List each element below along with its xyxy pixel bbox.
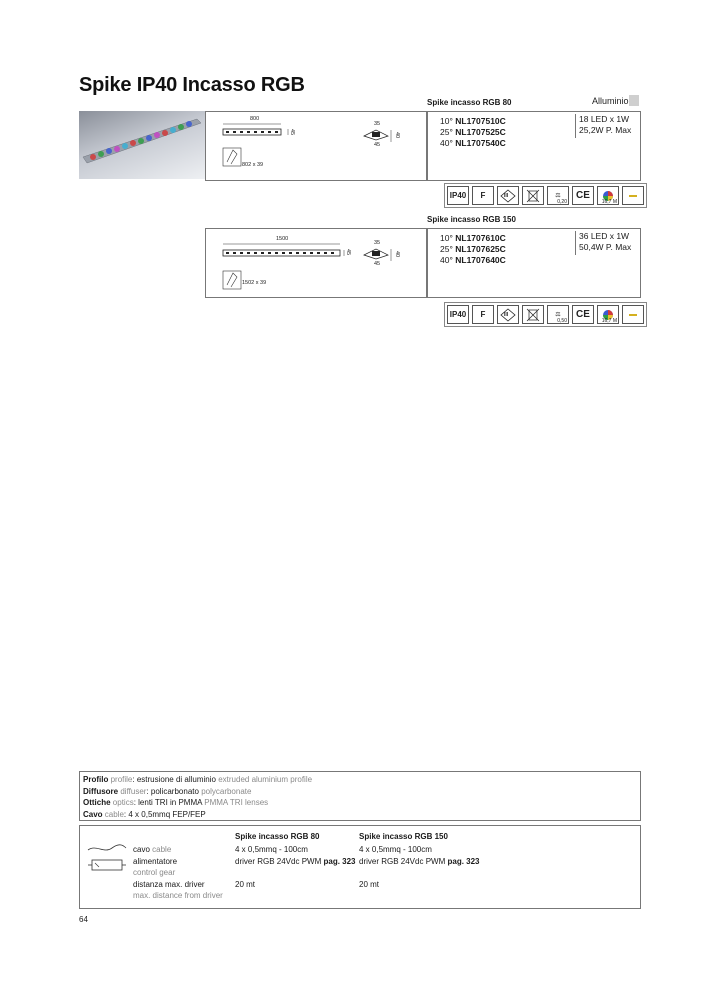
property-row: Ottiche optics: lenti TRI in PMMA PMMA TRI lenses [83,798,269,807]
dim-side: 40 [394,250,401,258]
bin-cross [526,189,540,203]
weee-bin-icon [522,305,544,324]
product-code: NL1707640C [455,255,506,265]
code-row [440,138,506,149]
table-col-80 [235,844,356,890]
prop-value: 4 x 0,5mmq FEP/FEP [128,809,206,819]
spec-power: 25,2W P. Max [579,125,632,135]
dim-bottom: 45 [374,261,381,267]
table-row: control gear [133,868,176,877]
table-cell: 20 mt [235,879,256,889]
dim-top: 35 [374,121,381,127]
table-cell: 20 mt [359,879,380,889]
product-1-name: Spike incasso RGB 80 [427,98,512,107]
prop-label: Profilo [83,775,109,784]
table-col-150 [359,844,480,890]
cable-driver-icon [86,842,128,874]
weight-value: 0,20 [557,199,567,205]
angle-label: 40° [440,138,453,148]
kg-symbol: ⚖ [555,193,561,199]
angle-label: 10° [440,233,453,243]
product-code: NL1707510C [455,116,506,126]
colors-value: 16,7 M [601,199,617,205]
prop-label-en: profile [110,775,133,784]
code-list [440,233,506,266]
led-strip-image [79,111,205,179]
product-code: NL1707610C [455,233,506,243]
rgb-colors-icon [597,186,619,205]
table-header-150: Spike incasso RGB 150 [359,832,448,841]
prop-value-en: extruded aluminium profile [218,775,313,784]
code-row [440,255,506,266]
dim-top: 35 [374,240,381,246]
technical-drawing [206,112,426,180]
dimension-drawing-150 [205,228,427,298]
spec-list [575,231,631,255]
rgb-colors-icon [597,305,619,324]
property-row: Profilo profile: estrusione di alluminio extruded aluminium profile [83,775,313,784]
dim-height: 45 [289,128,296,136]
property-row: Cavo cable: 4 x 0,5mmq FEP/FEP [83,809,206,819]
page-number: 64 [79,915,88,924]
f-mark-icon [472,186,494,205]
row-label: cavo [133,845,150,854]
table-header-80: Spike incasso RGB 80 [235,832,320,841]
ce-mark-icon: CE [572,305,594,324]
f-mark-icon [472,305,494,324]
angle-label: 25° [440,127,453,137]
page-ref-link[interactable]: pag. 323 [447,856,480,866]
cert-icons-150 [444,302,647,327]
spec-led: 18 LED x 1W [579,114,630,124]
f-mark-label: F [480,310,486,319]
f-mark-label: F [480,191,486,200]
dim-length: 1500 [276,236,289,242]
dim-bottom: 45 [374,142,381,148]
product-2-name: Spike incasso RGB 150 [427,215,516,224]
led-indicator-icon [622,186,644,205]
led-bar [629,314,637,316]
angle-label: 25° [440,244,453,254]
class-label: III [504,193,509,199]
class-label: III [504,312,509,318]
product-code: NL1707625C [455,244,506,254]
spec-led: 36 LED x 1W [579,231,630,241]
prop-value-en: polycarbonate [201,786,252,796]
properties-box [79,771,641,821]
spec-power: 50,4W P. Max [579,242,632,252]
code-row [440,127,506,138]
weee-bin-icon [522,186,544,205]
material-swatch [629,95,639,106]
cell-text: driver RGB 24Vdc PWM [359,856,446,866]
angle-label: 10° [440,116,453,126]
page-ref-link[interactable]: pag. 323 [323,856,356,866]
led-bar [629,195,637,197]
table-cell [235,856,356,868]
weight-value: 0,50 [557,318,567,324]
prop-label-en: optics [112,798,134,807]
material-label: Alluminio [592,96,629,106]
product-code: NL1707540C [455,138,506,148]
table-label-col [133,844,223,902]
class-iii-icon [497,305,519,324]
page-title: Spike IP40 Incasso RGB [79,74,305,96]
prop-label-en: diffuser [120,786,147,796]
colors-value: 16,7 M [601,318,617,324]
product-code: NL1707525C [455,127,506,137]
codes-panel-150 [427,228,641,298]
dim-side: 40 [394,131,401,139]
property-row: Diffusore diffuser: policarbonato polycarbonate [83,786,252,796]
kg-symbol: ⚖ [555,312,561,318]
code-list [440,116,506,149]
prop-label-en: cable [104,809,124,819]
dimension-drawing-80 [205,111,427,181]
cell-text: driver RGB 24Vdc PWM [235,856,322,866]
dim-cutout: 1502 x 39 [242,280,267,286]
dim-cutout: 802 x 39 [242,162,264,168]
prop-label: Cavo [83,809,103,819]
ce-mark-icon: CE [572,186,594,205]
dim-height: 45 [345,248,352,256]
prop-label: Ottiche [83,798,111,807]
cert-icons-80 [444,183,647,208]
prop-value-en: PMMA TRI lenses [204,798,269,807]
code-row [440,116,506,127]
ip-rating-icon: IP40 [447,305,469,324]
table-row: distanza max. driver [133,879,205,889]
table-cell: 4 x 0,5mmq - 100cm [235,845,308,854]
ip-rating-icon: IP40 [447,186,469,205]
product-photo [79,111,205,179]
weight-icon [547,186,569,205]
table-cell [359,867,480,879]
row-label-en: cable [152,845,172,854]
bin-cross [526,308,540,322]
code-row [440,233,506,244]
led-indicator-icon [622,305,644,324]
dim-length: 800 [250,116,260,122]
prop-value: lenti TRI in PMMA [138,798,203,807]
table-row: max. distance from driver [133,891,223,900]
table-row: alimentatore [133,856,178,866]
table-cell [235,867,356,879]
class-iii-icon [497,186,519,205]
table-row [133,844,223,856]
prop-value: policarbonato [150,786,199,796]
table-cell: 4 x 0,5mmq - 100cm [359,845,432,854]
code-row [440,244,506,255]
angle-label: 40° [440,255,453,265]
technical-drawing [206,229,426,297]
prop-label: Diffusore [83,786,119,796]
prop-value: estrusione di alluminio [136,775,216,784]
weight-icon [547,305,569,324]
table-cell [359,856,480,868]
codes-panel-80 [427,111,641,181]
driver-table [79,825,641,909]
spec-list [575,114,631,138]
